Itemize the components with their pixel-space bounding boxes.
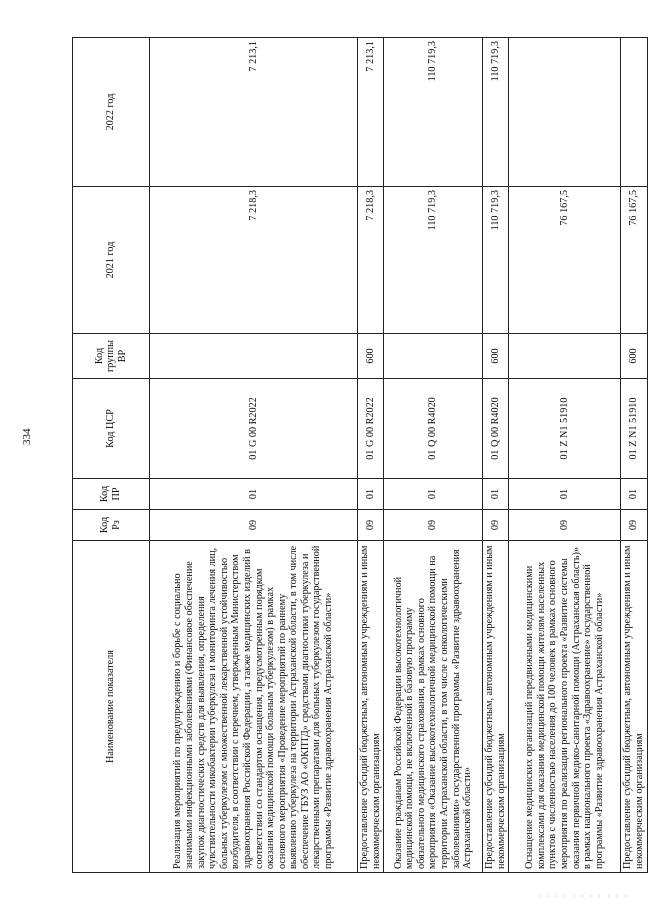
scan-artifact-dots: · · · · · · · · · · · bbox=[537, 892, 629, 901]
row-pr: 01 bbox=[150, 479, 358, 510]
row-name: Оказание гражданам Российской Федерации высокотехнологичной медицинской помощи, не включенной в базовую программу обязательного медицинского страхования, в рамках основного мероприятия «Оказание высокотехнологичной медицинской помощи на территории Астраханской области, в том числе с онкологическими заболеваниями» государственной программы «Развитие здравоохранения Астраханской области» bbox=[384, 541, 483, 873]
table-row bbox=[358, 38, 384, 873]
table-row bbox=[621, 38, 647, 873]
row-rz: 09 bbox=[150, 510, 358, 541]
row-2021: 76 167,5 bbox=[509, 187, 621, 334]
row-csr: 01 G 00 R2022 bbox=[358, 379, 384, 479]
header-csr: Код ЦСР bbox=[73, 379, 150, 479]
page-number: 334 bbox=[21, 428, 33, 445]
row-vr: 600 bbox=[621, 334, 647, 379]
table-container bbox=[72, 38, 645, 873]
row-vr bbox=[509, 334, 621, 379]
row-2022: 7 213,1 bbox=[150, 38, 358, 187]
table-row bbox=[483, 38, 509, 873]
row-2022: 110 719,3 bbox=[483, 38, 509, 187]
row-name: Предоставление субсидий бюджетным, автономным учреждениям и иным некоммерческим организациям bbox=[483, 541, 509, 873]
header-vr: Код группы ВР bbox=[73, 334, 150, 379]
row-name: Предоставление субсидий бюджетным, автономным учреждениям и иным некоммерческим организациям bbox=[358, 541, 384, 873]
header-name: Наименование показателя bbox=[73, 541, 150, 873]
row-2022: 110 719,3 bbox=[384, 38, 483, 187]
row-vr: 600 bbox=[358, 334, 384, 379]
rotated-table bbox=[72, 38, 645, 873]
row-rz: 09 bbox=[483, 510, 509, 541]
table-row bbox=[509, 38, 621, 873]
row-csr: 01 Z N1 51910 bbox=[621, 379, 647, 479]
header-row bbox=[73, 38, 150, 873]
header-2021: 2021 год bbox=[73, 187, 150, 334]
row-2022 bbox=[509, 38, 621, 187]
row-name: Реализация мероприятий по предупреждению и борьбе с социально значимыми инфекционными заболеваниями (Финансовое обеспечение закупок диагностических средств для выявления, определения чувствительности микобактерии туберкулеза и мониторинга лечения лиц, больных туберкулезом с множественной лекарственной устойчивостью возбудителя, в соответствии с перечнем, утвержденным Министерством здравоохранения Российской Федерации, а также медицинских изделий в соответствии со стандартом оснащения, предусмотренным порядком оказания медицинской помощи больным туберкулезом) в рамках основного мероприятия «Проведение мероприятий по раннему выявлению туберкулеза на территории Астраханской области, в том числе обеспечение ГБУЗ АО «ОКПТД» средствами диагностики туберкулеза и лекарственными препаратами для больных туберкулезом государственной программы «Развитие здравоохранения Астраханской области» bbox=[150, 541, 358, 873]
row-pr: 01 bbox=[384, 479, 483, 510]
row-2021: 7 218,3 bbox=[358, 187, 384, 334]
row-csr: 01 Z N1 51910 bbox=[509, 379, 621, 479]
row-pr: 01 bbox=[358, 479, 384, 510]
row-2021: 110 719,3 bbox=[384, 187, 483, 334]
header-rz: Код Рз bbox=[73, 510, 150, 541]
row-vr bbox=[150, 334, 358, 379]
row-vr: 600 bbox=[483, 334, 509, 379]
row-name: Оснащение медицинских организаций передвижными медицинскими комплексами для оказания медицинской помощи жителям населенных пунктов с численностью населения до 100 человек в рамках основного мероприятия по реализации регионального проекта «Развитие системы оказания первичной медико-санитарной помощи (Астраханская область)» в рамках национального проекта «Здравоохранение» государственной программы «Развитие здравоохранения Астраханской области» bbox=[509, 541, 621, 873]
row-vr bbox=[384, 334, 483, 379]
row-2021: 7 218,3 bbox=[150, 187, 358, 334]
header-2022: 2022 год bbox=[73, 38, 150, 187]
row-rz: 09 bbox=[621, 510, 647, 541]
row-pr: 01 bbox=[509, 479, 621, 510]
header-pr: Код ПР bbox=[73, 479, 150, 510]
row-name: Предоставление субсидий бюджетным, автономным учреждениям и иным некоммерческим организациям bbox=[621, 541, 647, 873]
table-row bbox=[150, 38, 358, 873]
row-2021: 76 167,5 bbox=[621, 187, 647, 334]
row-pr: 01 bbox=[483, 479, 509, 510]
row-csr: 01 Q 00 R4020 bbox=[384, 379, 483, 479]
row-csr: 01 G 00 R2022 bbox=[150, 379, 358, 479]
budget-table bbox=[72, 37, 648, 873]
row-rz: 09 bbox=[384, 510, 483, 541]
table-row bbox=[384, 38, 483, 873]
row-2022 bbox=[621, 38, 647, 187]
row-pr: 01 bbox=[621, 479, 647, 510]
row-2022: 7 213,1 bbox=[358, 38, 384, 187]
row-rz: 09 bbox=[358, 510, 384, 541]
row-csr: 01 Q 00 R4020 bbox=[483, 379, 509, 479]
row-rz: 09 bbox=[509, 510, 621, 541]
row-2021: 110 719,3 bbox=[483, 187, 509, 334]
